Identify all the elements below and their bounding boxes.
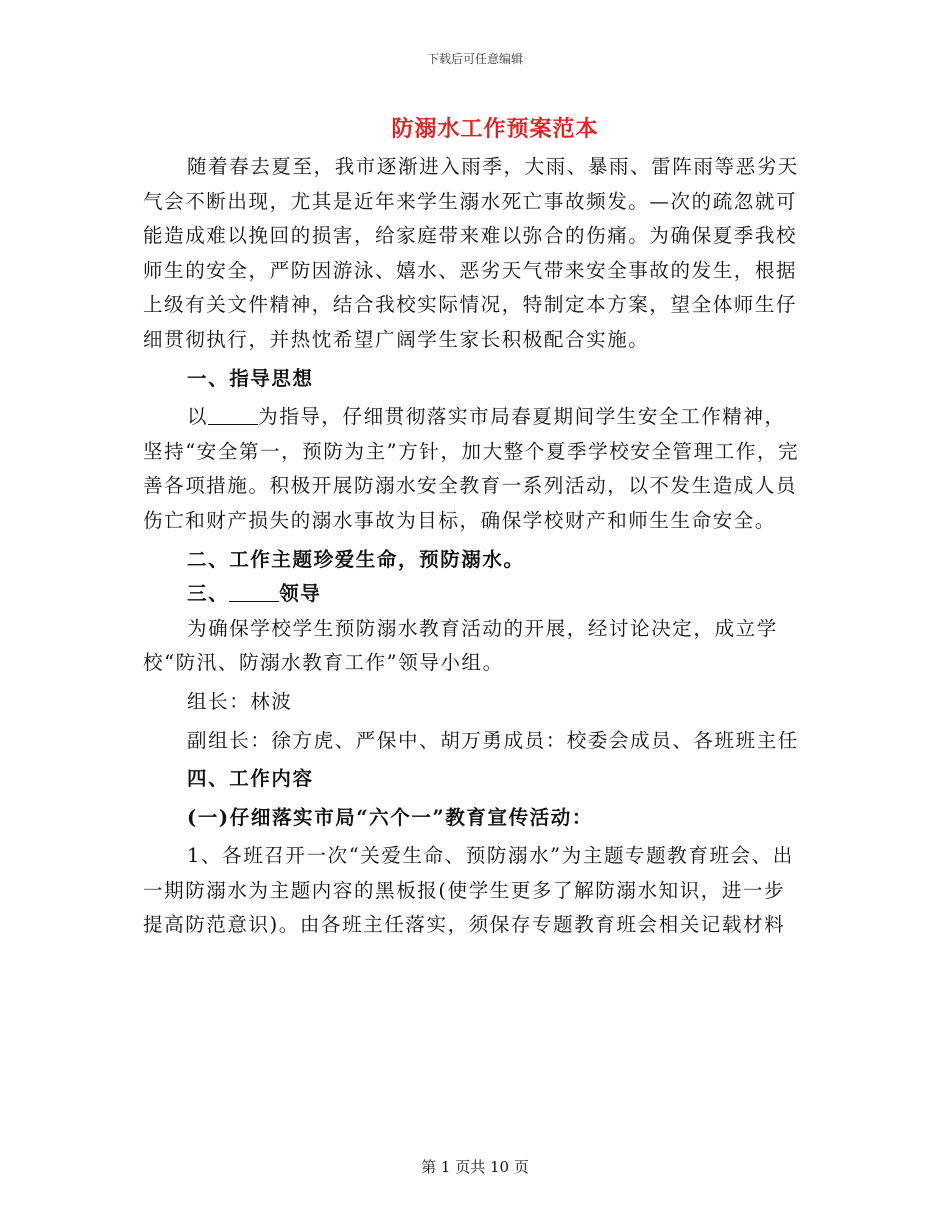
page-header-note: 下载后可任意编辑 <box>426 52 523 66</box>
section-heading-work-content: 四、工作内容 <box>187 767 314 791</box>
fill-in-blank <box>208 405 258 426</box>
intro-paragraph: 随着春去夏至，我市逐渐进入雨季，大雨、暴雨、雷阵雨等恶劣天气会不断出现，尤其是近年来学生溺水死亡事故频发。—次的疏忽就可能造成难以挽回的损害，给家庭带来难以弥合的伤痛。为确保夏季我校师生的安全，严防因游泳、嬉水、恶劣天气带来安全事故的发生，根据上级有关文件精神，结合我校实际情况，特制定本方案，望全体师生仔细贯彻执行，并热忱希望广阔学生家长积极配合实施。 <box>143 155 799 351</box>
page-footer-page-number: 第 1 页共 10 页 <box>421 1158 529 1176</box>
guiding-ideology-prefix: 以 <box>187 405 209 429</box>
document-body <box>143 150 803 943</box>
item-1-paragraph: 1、各班召开一次“关爱生命、预防溺水”为主题专题教育班会、出一期防溺水为主题内容的黑板报(使学生更多了解防溺水知识，进一步提高防范意识)。由各班主任落实，须保存专题教育班会相关记载材料 <box>143 844 794 937</box>
deputy-leader-line: 副组长：徐方虎、严保中、胡万勇成员：校委会成员、各班班主任 <box>187 728 799 752</box>
leadership-paragraph: 为确保学校学生预防溺水教育活动的开展，经讨论决定，成立学校“防汛、防溺水教育工作”领导小组。 <box>143 616 778 675</box>
leadership-prefix: 三、 <box>187 582 230 606</box>
document-title: 防溺水工作预案范本 <box>391 116 599 142</box>
guiding-ideology-text: 为指导，仔细贯彻落实市局春夏期间学生安全工作精神，坚持“安全第一，预防为主”方针，加大整个夏季学校安全管理工作，完善各项措施。积极开展防溺水安全教育一系列活动，以不发生造成人员伤亡和财产损失的溺水事故为目标，确保学校财产和师生生命安全。 <box>143 405 800 532</box>
guiding-ideology-paragraph <box>143 400 803 538</box>
leader-line: 组长：林波 <box>187 689 293 713</box>
section-heading-work-theme: 二、工作主题珍爱生命，预防溺水。 <box>187 547 525 571</box>
leadership-suffix: 领导 <box>279 582 322 606</box>
subsection-heading-six-ones: (一)仔细落实市局“六个一”教育宣传活动： <box>187 805 593 829</box>
section-heading-leadership <box>143 577 803 612</box>
section-heading-guiding-ideology: 一、指导思想 <box>187 366 314 390</box>
fill-in-blank <box>229 582 279 603</box>
